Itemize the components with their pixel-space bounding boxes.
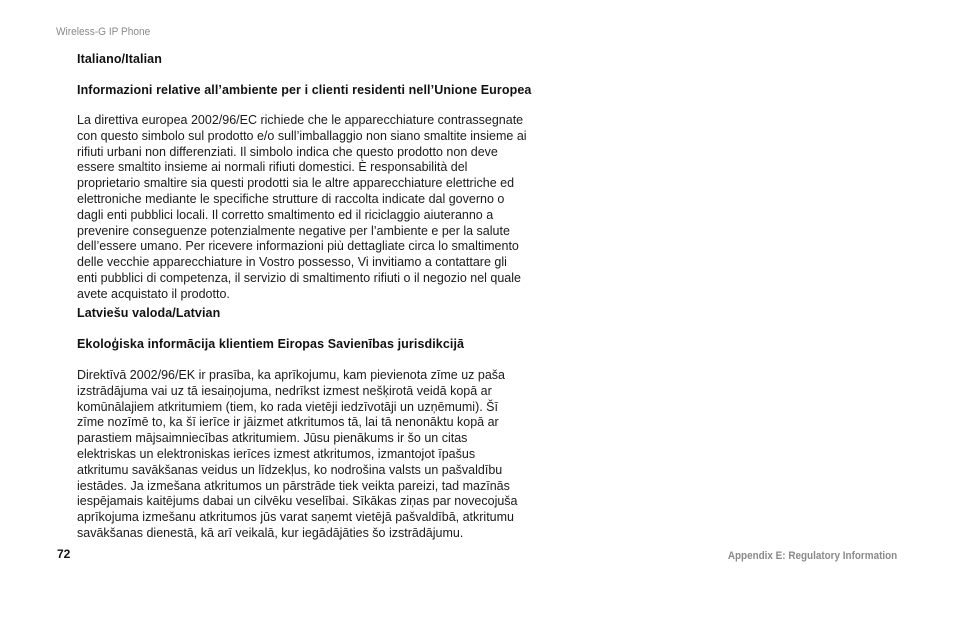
text-line: elettroniche mediante le specifiche strutture di raccolta indicate dal governo o — [77, 191, 505, 206]
text-line: prevenire conseguenze potenzialmente negative per l’ambiente e per la salute — [77, 223, 510, 238]
text-line: delle vecchie apparecchiature in Vostro possesso, Vi invitiamo a contattare gli — [77, 255, 507, 270]
text-line: atkritumu savākšanas veidus un līdzekļus, ko nodrošina valsts un pašvaldību — [77, 462, 503, 477]
text-line: dagli enti pubblici locali. Il corretto smaltimento ed il riciclaggio aiuteranno a — [77, 207, 494, 222]
text-line: Direktīvā 2002/96/EK ir prasība, ka aprīkojumu, kam pievienota zīme uz paša — [77, 368, 505, 382]
document-header: Wireless-G IP Phone — [56, 26, 151, 38]
text-line: savākšanas dienestā, kā arī veikalā, kur iegādājāties šo izstrādājumu. — [77, 525, 464, 540]
text-line: komūnālajiem atkritumiem (tiem, ko rada vietēji iedzīvotāji un uzņēmumi). Šī — [77, 399, 498, 414]
page-number: 72 — [57, 547, 71, 561]
text-line: izstrādājuma vai uz tā iesaiņojuma, nedrīkst izmest nešķirotā veidā kopā ar — [77, 383, 492, 398]
section-heading-italian: Informazioni relative all’ambiente per i clienti residenti nell’Unione Europea — [77, 83, 532, 97]
text-line: parastiem mājsaimniecības atkritumiem. Jūsu pienākums ir šo un citas — [77, 431, 468, 446]
section-heading-latvian: Ekoloģiska informācija klientiem Eiropas Savienības jurisdikcijā — [77, 337, 465, 351]
text-line: aprīkojuma izmešanu atkritumos jūs varat saņemt vietējā pašvaldībā, atkritumu — [77, 510, 514, 525]
text-line: con questo simbolo sul prodotto e/o sull’imballaggio non siano smaltite insieme ai — [77, 128, 527, 143]
text-line: iespējamais kaitējums dabai un cilvēku veselībai. Sīkākas ziņas par novecojuša — [77, 494, 518, 509]
text-line: zīme nozīmē to, ka šī ierīce ir jāizmet atkritumos tā, lai tā nenonāktu kopā ar — [77, 415, 499, 430]
text-line: dell’essere umano. Per ricevere informazioni più dettagliate circa lo smaltimento — [77, 239, 519, 254]
footer-section-label: Appendix E: Regulatory Information — [727, 550, 897, 562]
paragraph-latvian — [77, 368, 518, 542]
text-line: avete acquistato il prodotto. — [77, 286, 230, 301]
language-title-italian: Italiano/Italian — [77, 52, 162, 66]
text-line: essere smaltito insieme ai normali rifiuti domestici. È responsabilità del — [77, 160, 468, 175]
paragraph-italian — [77, 113, 527, 303]
text-line: La direttiva europea 2002/96/EC richiede che le apparecchiature contrassegnate — [77, 113, 524, 127]
text-line: rifiuti urbani non differenziati. Il simbolo indica che questo prodotto non deve — [77, 144, 498, 159]
text-line: enti pubblici di competenza, il servizio di smaltimento rifiuti o il negozio nel quale — [77, 270, 521, 285]
text-line: proprietario smaltire sia questi prodotti sia le altre apparecchiature elettriche ed — [77, 176, 515, 191]
text-line: iestādes. Ja izmešana atkritumos un pārstrāde tiek veikta pareizi, tad mazīnās — [77, 478, 510, 493]
language-title-latvian: Latviešu valoda/Latvian — [77, 306, 221, 320]
text-line: elektriskas un elektroniskas ierīces izmest atkritumos, izmantojot īpašus — [77, 446, 476, 461]
